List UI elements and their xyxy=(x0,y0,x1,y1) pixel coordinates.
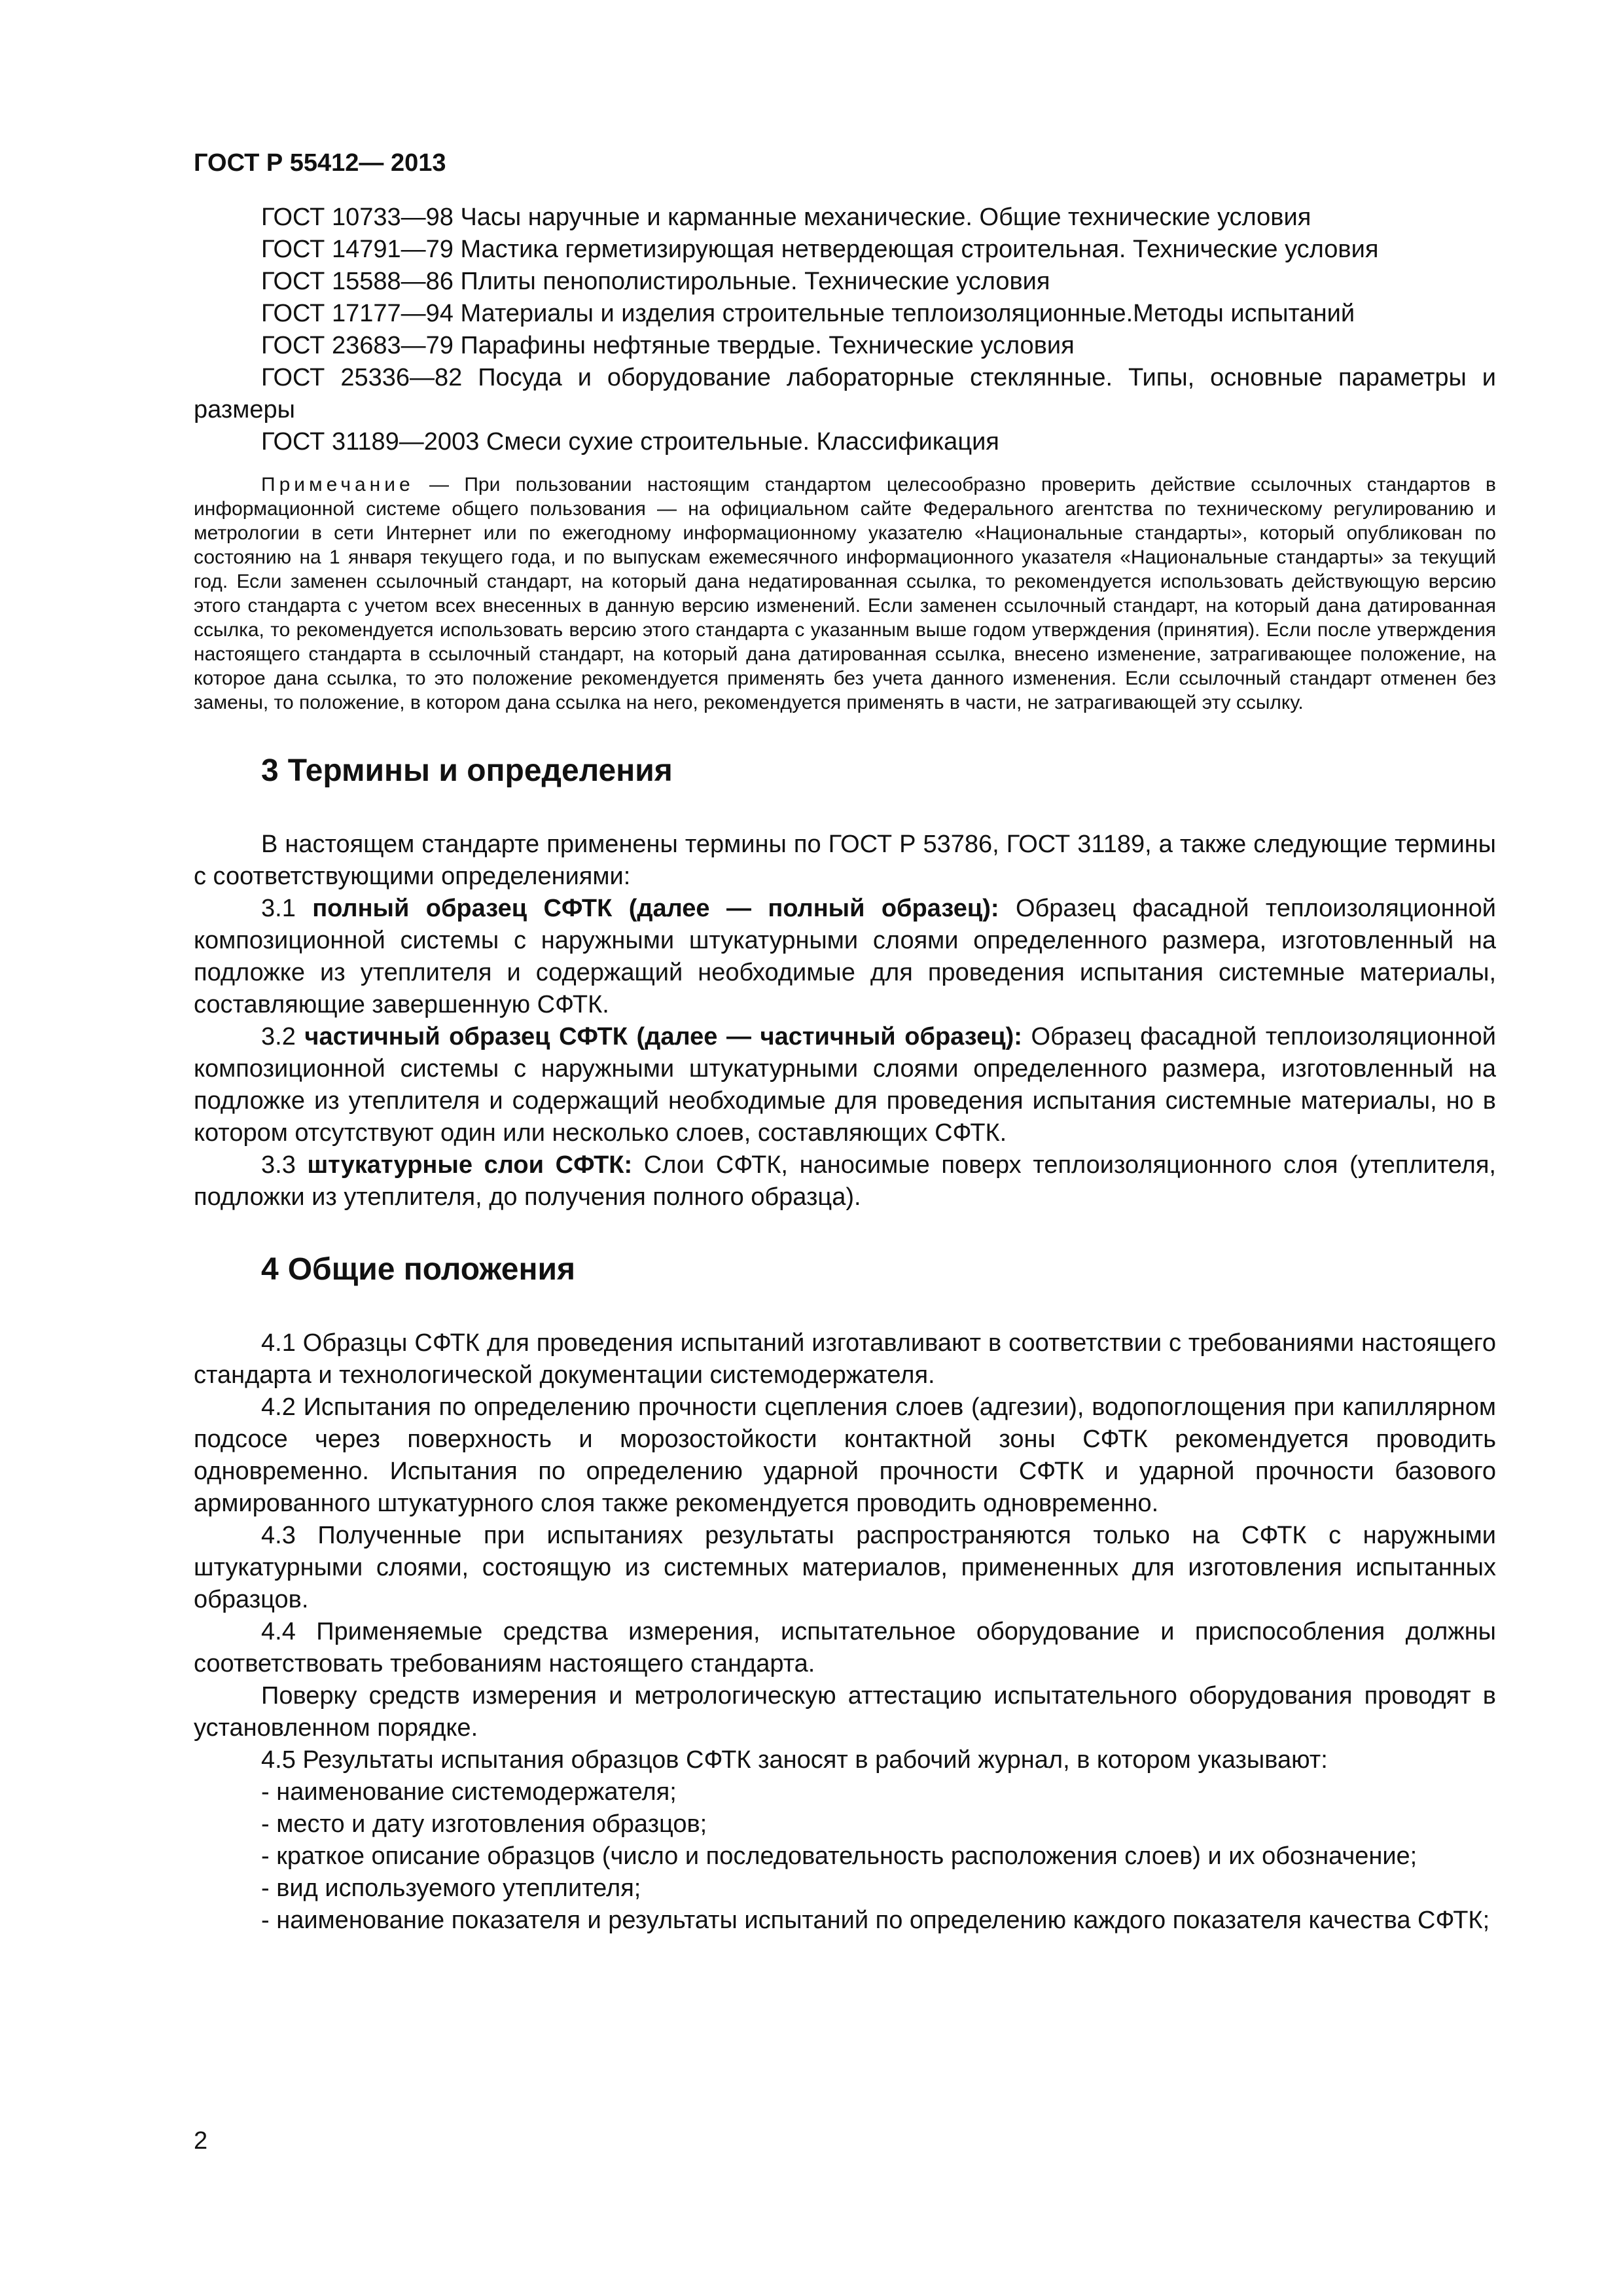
term-3-2 xyxy=(194,1021,1496,1149)
list-item: - краткое описание образцов (число и последовательность расположения слоев) и их обозначение; xyxy=(261,1842,1418,1870)
reference-item: ГОСТ 25336—82 Посуда и оборудование лабораторные стеклянные. Типы, основные параметры и размеры xyxy=(194,364,1496,423)
document-header: ГОСТ Р 55412— 2013 xyxy=(194,149,446,177)
term-number: 3.1 xyxy=(261,895,313,922)
note xyxy=(194,473,1496,715)
paragraph-4-3: 4.3 Полученные при испытаниях результаты распространяются только на СФТК с наружными штукатурными слоями, состоящую из системных материалов, примененных для изготовления испытанных образцов. xyxy=(194,1522,1496,1613)
note-label: Примечание xyxy=(261,474,414,495)
term-definition: Слои СФТК, наносимые поверх теплоизоляционного слоя (утеплителя, подложки из утеплителя, до получения полного образца). xyxy=(194,1151,1496,1211)
term-name: полный образец СФТК (далее — полный образец): xyxy=(312,895,999,922)
list-item: - наименование системодержателя; xyxy=(261,1778,677,1806)
term-name: частичный образец СФТК (далее — частичный образец): xyxy=(304,1023,1022,1050)
page-number: 2 xyxy=(194,2127,208,2155)
term-number: 3.3 xyxy=(261,1151,308,1179)
page-content xyxy=(194,202,1496,1937)
list-item: - наименование показателя и результаты испытаний по определению каждого показателя качества СФТК; xyxy=(261,1907,1490,1934)
term-name: штукатурные слои СФТК: xyxy=(307,1151,633,1179)
term-3-3 xyxy=(194,1149,1496,1213)
section-number: 4 xyxy=(261,1252,279,1287)
paragraph-4-5: 4.5 Результаты испытания образцов СФТК заносят в рабочий журнал, в котором указывают: xyxy=(261,1746,1328,1774)
paragraph-4-1: 4.1 Образцы СФТК для проведения испытаний изготавливают в соответствии с требованиями настоящего стандарта и технологической документации системодержателя. xyxy=(194,1329,1496,1389)
term-definition: Образец фасадной теплоизоляционной композиционной системы с наружными штукатурными слоями определенного размера, изготовленный на подложке из утеплителя и содержащий необходимые для проведения испытания системные материалы, но в котором отсутствуют один или несколько слоев, составляющих СФТК. xyxy=(194,1023,1496,1147)
reference-item: ГОСТ 15588—86 Плиты пенополистирольные. Технические условия xyxy=(261,268,1050,295)
reference-item: ГОСТ 31189—2003 Смеси сухие строительные. Классификация xyxy=(261,428,999,456)
term-number: 3.2 xyxy=(261,1023,305,1050)
reference-item: ГОСТ 17177—94 Материалы и изделия строительные теплоизоляционные.Методы испытаний xyxy=(261,300,1355,327)
list-item: - место и дату изготовления образцов; xyxy=(261,1810,707,1838)
reference-item: ГОСТ 14791—79 Мастика герметизирующая нетвердеющая строительная. Технические условия xyxy=(261,236,1379,263)
section-title: Общие положения xyxy=(287,1252,575,1287)
term-3-1 xyxy=(194,893,1496,1021)
note-text: — При пользовании настоящим стандартом целесообразно проверить действие ссылочных стандартов в информационной системе общего пользования — на официальном сайте Федерального агентства по техническому регулированию и метрологии в сети Интернет или по ежегодному информационному указателю «Национальные стандарты», который опубликован по состоянию на 1 января текущего года, и по выпускам ежемесячного информационного указателя «Национальные стандарты» за текущий год. Если заменен ссылочный стандарт, на который дана недатированная ссылка, то рекомендуется использовать действующую версию этого стандарта с учетом всех внесенных в данную версию изменений. Если заменен ссылочный стандарт, на который дана датированная ссылка, то рекомендуется использовать версию этого стандарта с указанным выше годом утверждения (принятия). Если после утверждения настоящего стандарта в ссылочный стандарт, на который дана датированная ссылка, внесено изменение, затрагивающее положение, на которое дана ссылка, то это положение рекомендуется применять без учета данного изменения. Если ссылочный стандарт отменен без замены, то положение, в котором дана ссылка на него, рекомендуется применять в части, не затрагивающей эту ссылку. xyxy=(194,474,1496,713)
normative-references-list xyxy=(194,202,1496,458)
section-4-heading xyxy=(261,1250,1496,1289)
paragraph-4-4-verification: Поверку средств измерения и метрологическую аттестацию испытательного оборудования проводят в установленном порядке. xyxy=(194,1682,1496,1742)
section-title: Термины и определения xyxy=(287,753,673,788)
section-3-heading xyxy=(261,751,1496,791)
term-definition: Образец фасадной теплоизоляционной композиционной системы с наружными штукатурными слоями определенного размера, изготовленный на подложке из утеплителя и содержащий необходимые для проведения испытания системные материалы, составляющие завершенную СФТК. xyxy=(194,895,1496,1018)
section-number: 3 xyxy=(261,753,279,788)
paragraph-4-2: 4.2 Испытания по определению прочности сцепления слоев (адгезии), водопоглощения при капиллярном подсосе через поверхность и морозостойкости контактной зоны СФТК рекомендуется проводить одновременно. Испытания по определению ударной прочности СФТК и ударной прочности базового армированного штукатурного слоя также рекомендуется проводить одновременно. xyxy=(194,1393,1496,1517)
reference-item: ГОСТ 10733—98 Часы наручные и карманные механические. Общие технические условия xyxy=(261,204,1311,231)
list-item: - вид используемого утеплителя; xyxy=(261,1874,641,1902)
section-3-intro: В настоящем стандарте применены термины по ГОСТ Р 53786, ГОСТ 31189, а также следующие термины с соответствующими определениями: xyxy=(194,831,1496,890)
paragraph-4-4: 4.4 Применяемые средства измерения, испытательное оборудование и приспособления должны соответствовать требованиям настоящего стандарта. xyxy=(194,1618,1496,1677)
reference-item: ГОСТ 23683—79 Парафины нефтяные твердые. Технические условия xyxy=(261,332,1075,359)
